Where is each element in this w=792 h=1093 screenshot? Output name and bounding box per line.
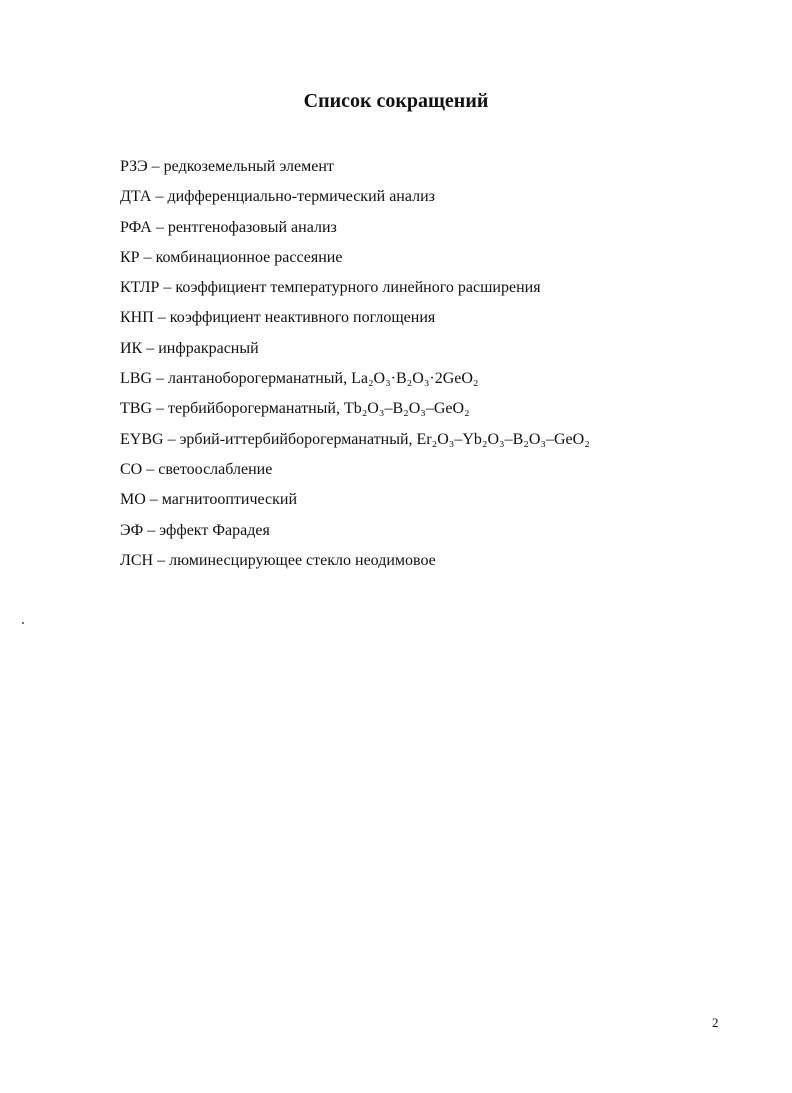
abbreviation-definition: светоослабление bbox=[158, 460, 273, 478]
abbreviation-item: EYBG – эрбий-иттербийборогерманатный, Er₂O₃–Yb₂O₃–B₂O₃–GeO₂ bbox=[120, 430, 590, 448]
abbreviation-definition: комбинационное рассеяние bbox=[155, 248, 343, 266]
abbreviation-item: ДТА – дифференциально-термический анализ bbox=[120, 188, 435, 206]
chemical-formula: Er₂O₃–Yb₂O₃–B₂O₃–GeO₂ bbox=[416, 430, 590, 448]
abbreviation-definition: рентгенофазовый анализ bbox=[167, 218, 337, 236]
page-title: Список сокращений bbox=[303, 90, 489, 112]
abbreviation-term: TBG bbox=[120, 400, 152, 418]
abbreviation-term: LBG bbox=[120, 370, 152, 388]
abbreviation-definition: лантаноборогерманатный, bbox=[168, 370, 348, 388]
abbreviation-term: ДТА bbox=[120, 188, 152, 206]
abbreviation-term: ЭФ bbox=[120, 521, 144, 539]
abbreviation-definition: редкоземельный элемент bbox=[163, 158, 334, 175]
abbreviation-definition: люминесцирующее стекло неодимовое bbox=[169, 551, 436, 569]
abbreviation-item: ИК – инфракрасный bbox=[120, 339, 259, 357]
abbreviation-definition: коэффициент температурного линейного расширения bbox=[175, 279, 541, 297]
abbreviation-term: КР bbox=[120, 248, 140, 266]
abbreviation-definition: инфракрасный bbox=[158, 339, 259, 357]
abbreviation-term: РЗЭ bbox=[120, 158, 148, 175]
abbreviation-item: КНП – коэффициент неактивного поглощения bbox=[120, 309, 436, 327]
abbreviation-definition: дифференциально-термический анализ bbox=[167, 188, 435, 206]
abbreviation-item: TBG – тербийборогерманатный, Tb₂O₃–B₂O₃–GeO₂ bbox=[120, 400, 470, 418]
page-number: 2 bbox=[712, 1015, 719, 1030]
abbreviation-definition: тербийборогерманатный, bbox=[168, 400, 340, 418]
abbreviation-term: СО bbox=[120, 460, 143, 478]
abbreviation-item: МО – магнитооптический bbox=[120, 491, 298, 509]
abbreviation-list bbox=[120, 156, 760, 580]
abbreviation-term: МО bbox=[120, 491, 146, 509]
abbreviation-item: РЗЭ – редкоземельный элемент bbox=[120, 158, 334, 175]
abbreviation-definition: эрбий-иттербийборогерманатный, bbox=[179, 430, 413, 448]
abbreviation-item: LBG – лантаноборогерманатный, La₂O₃·B₂O₃·2GeO₂ bbox=[120, 370, 479, 388]
abbreviation-term: РФА bbox=[120, 218, 152, 236]
scan-speck bbox=[22, 622, 24, 624]
abbreviation-item: КР – комбинационное рассеяние bbox=[120, 248, 343, 266]
chemical-formula: Tb₂O₃–B₂O₃–GeO₂ bbox=[343, 400, 470, 418]
abbreviation-term: ЛСН bbox=[120, 551, 154, 569]
abbreviation-item: РФА – рентгенофазовый анализ bbox=[120, 218, 337, 236]
abbreviation-term: EYBG bbox=[120, 430, 164, 448]
chemical-formula: La₂O₃·B₂O₃·2GeO₂ bbox=[351, 370, 479, 388]
abbreviation-item: ЭФ – эффект Фарадея bbox=[120, 521, 270, 539]
abbreviation-item: ЛСН – люминесцирующее стекло неодимовое bbox=[120, 551, 436, 569]
abbreviation-item: КТЛР – коэффициент температурного линейного расширения bbox=[120, 279, 541, 297]
abbreviation-term: КНП bbox=[120, 309, 154, 327]
abbreviation-term: КТЛР bbox=[120, 279, 160, 297]
abbreviation-definition: коэффициент неактивного поглощения bbox=[169, 309, 436, 327]
abbreviation-definition: магнитооптический bbox=[161, 491, 298, 509]
abbreviation-definition: эффект Фарадея bbox=[159, 521, 270, 539]
abbreviation-item: СО – светоослабление bbox=[120, 460, 273, 478]
abbreviation-term: ИК bbox=[120, 339, 143, 357]
